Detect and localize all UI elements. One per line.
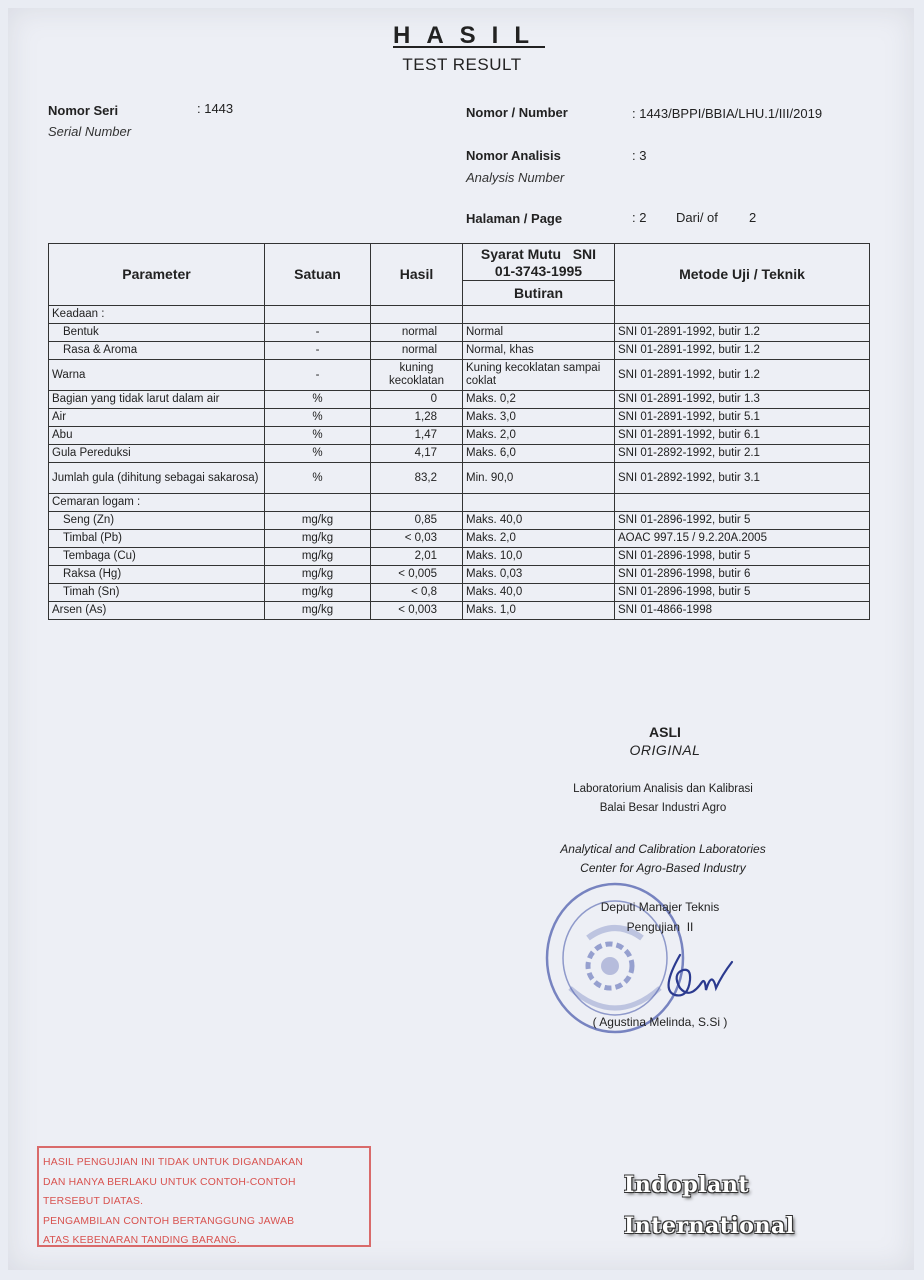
cell-requirement: Maks. 10,0	[463, 548, 615, 566]
cell-parameter: Timah (Sn)	[49, 584, 265, 602]
header-quality-line1: Syarat Mutu SNI	[480, 246, 597, 262]
header-unit: Satuan	[265, 244, 371, 306]
notice-line: DAN HANYA BERLAKU UNTUK CONTOH-CONTOH	[43, 1176, 296, 1188]
notice-line: HASIL PENGUJIAN INI TIDAK UNTUK DIGANDAKAN	[43, 1157, 304, 1168]
cell-method: SNI 01-2896-1998, butir 5	[615, 548, 870, 566]
page-label: Halaman / Page	[466, 211, 563, 226]
lab-name-id-1: Laboratorium Analisis dan Kalibrasi	[573, 783, 753, 795]
document-subtitle: TEST RESULT	[402, 55, 522, 74]
cell-requirement	[463, 306, 615, 324]
cell-requirement: Min. 90,0	[463, 463, 615, 494]
document-paper	[8, 8, 914, 1270]
number-label: Nomor / Number	[466, 105, 568, 120]
cell-unit: %	[265, 427, 371, 445]
cell-unit	[265, 494, 371, 512]
analysis-label: Nomor Analisis	[466, 148, 561, 163]
signatory-position-2: Pengujian II	[626, 920, 694, 934]
header-parameter: Parameter	[49, 244, 265, 306]
cell-result: 1,28	[371, 409, 463, 427]
cell-unit	[265, 306, 371, 324]
cell-requirement: Maks. 0,03	[463, 566, 615, 584]
cell-result: 0	[371, 391, 463, 409]
cell-result: 1,47	[371, 427, 463, 445]
cell-unit: %	[265, 391, 371, 409]
lab-name-id-2: Balai Besar Industri Agro	[599, 802, 727, 814]
cell-method: AOAC 997.15 / 9.2.20A.2005	[615, 530, 870, 548]
notice-line: PENGAMBILAN CONTOH BERTANGGUNG JAWAB	[43, 1215, 295, 1227]
number-value: : 1443/BPPI/BBIA/LHU.1/III/2019	[632, 106, 823, 121]
cell-requirement: Normal, khas	[463, 342, 615, 360]
table-row	[49, 409, 870, 427]
cell-parameter: Timbal (Pb)	[49, 530, 265, 548]
lab-name-en-1: Analytical and Calibration Laboratories	[560, 842, 766, 856]
cell-result: < 0,03	[371, 530, 463, 548]
cell-requirement: Kuning kecoklatan sampai coklat	[463, 360, 615, 391]
cell-result: kuning kecoklatan	[371, 360, 463, 391]
cell-method: SNI 01-2892-1992, butir 3.1	[615, 463, 870, 494]
table-row	[49, 566, 870, 584]
table-row	[49, 530, 870, 548]
cell-requirement: Maks. 6,0	[463, 445, 615, 463]
watermark-line-2: International	[624, 1213, 795, 1239]
table-row	[49, 512, 870, 530]
table-row	[49, 342, 870, 360]
cell-method: SNI 01-4866-1998	[615, 602, 870, 620]
cell-requirement: Maks. 0,2	[463, 391, 615, 409]
cell-method: SNI 01-2891-1992, butir 6.1	[615, 427, 870, 445]
results-table	[48, 243, 870, 620]
table-row	[49, 306, 870, 324]
cell-result	[371, 494, 463, 512]
cell-unit: -	[265, 324, 371, 342]
cell-result: < 0,003	[371, 602, 463, 620]
document-title: HASIL	[393, 22, 545, 49]
cell-requirement: Normal	[463, 324, 615, 342]
header-quality-sub: Butiran	[463, 281, 615, 306]
cell-parameter: Arsen (As)	[49, 602, 265, 620]
signatory-position-1: Deputi Manajer Teknis	[600, 900, 720, 914]
header-result: Hasil	[371, 244, 463, 306]
cell-parameter: Cemaran logam :	[49, 494, 265, 512]
cell-unit: -	[265, 342, 371, 360]
analysis-label-en: Analysis Number	[466, 170, 565, 185]
cell-parameter: Gula Pereduksi	[49, 445, 265, 463]
cell-method: SNI 01-2896-1998, butir 6	[615, 566, 870, 584]
cell-method: SNI 01-2891-1992, butir 1.3	[615, 391, 870, 409]
table-row	[49, 602, 870, 620]
cell-result: < 0,005	[371, 566, 463, 584]
cell-result: 83,2	[371, 463, 463, 494]
validity-notice	[37, 1146, 371, 1247]
serial-label: Nomor Seri	[48, 103, 119, 118]
cell-unit: mg/kg	[265, 602, 371, 620]
lab-name-en-2: Center for Agro-Based Industry	[580, 861, 746, 875]
table-row	[49, 391, 870, 409]
cell-unit: %	[265, 409, 371, 427]
cell-parameter: Keadaan :	[49, 306, 265, 324]
cell-result: normal	[371, 342, 463, 360]
cell-unit: mg/kg	[265, 512, 371, 530]
header-method: Metode Uji / Teknik	[615, 244, 870, 306]
cell-unit: mg/kg	[265, 548, 371, 566]
cell-method	[615, 306, 870, 324]
cell-result: normal	[371, 324, 463, 342]
cell-method: SNI 01-2896-1992, butir 5	[615, 512, 870, 530]
cell-parameter: Air	[49, 409, 265, 427]
table-row	[49, 445, 870, 463]
header-quality-standard	[463, 244, 615, 281]
original-label: ASLI	[649, 724, 681, 740]
cell-unit: mg/kg	[265, 566, 371, 584]
table-row	[49, 584, 870, 602]
table-row	[49, 324, 870, 342]
cell-parameter: Abu	[49, 427, 265, 445]
table-row	[49, 360, 870, 391]
notice-line: TERSEBUT DIATAS.	[43, 1196, 144, 1207]
signatory-name: ( Agustina Melinda, S.Si )	[592, 1015, 728, 1029]
notice-line: ATAS KEBENARAN TANDING BARANG.	[43, 1235, 240, 1246]
cell-method: SNI 01-2892-1992, butir 2.1	[615, 445, 870, 463]
cell-parameter: Bagian yang tidak larut dalam air	[49, 391, 265, 409]
analysis-value: : 3	[632, 148, 647, 163]
page-value: : 2	[632, 210, 647, 225]
cell-method: SNI 01-2891-1992, butir 1.2	[615, 324, 870, 342]
serial-label-en: Serial Number	[48, 124, 132, 139]
cell-unit: mg/kg	[265, 584, 371, 602]
original-label-en: ORIGINAL	[629, 742, 701, 758]
cell-method: SNI 01-2896-1998, butir 5	[615, 584, 870, 602]
cell-parameter: Tembaga (Cu)	[49, 548, 265, 566]
table-row	[49, 463, 870, 494]
cell-method: SNI 01-2891-1992, butir 5.1	[615, 409, 870, 427]
cell-requirement: Maks. 2,0	[463, 427, 615, 445]
cell-unit: %	[265, 463, 371, 494]
cell-method: SNI 01-2891-1992, butir 1.2	[615, 342, 870, 360]
cell-requirement: Maks. 3,0	[463, 409, 615, 427]
handwritten-signature	[650, 950, 740, 1010]
cell-method: SNI 01-2891-1992, butir 1.2	[615, 360, 870, 391]
cell-parameter: Seng (Zn)	[49, 512, 265, 530]
cell-unit: %	[265, 445, 371, 463]
table-row	[49, 494, 870, 512]
page-of-label: Dari/ of	[676, 210, 718, 225]
cell-parameter: Warna	[49, 360, 265, 391]
cell-requirement: Maks. 2,0	[463, 530, 615, 548]
cell-parameter: Raksa (Hg)	[49, 566, 265, 584]
table-row	[49, 427, 870, 445]
cell-parameter: Bentuk	[49, 324, 265, 342]
cell-requirement	[463, 494, 615, 512]
table-body	[49, 306, 870, 620]
cell-requirement: Maks. 1,0	[463, 602, 615, 620]
serial-value: : 1443	[197, 101, 234, 116]
cell-requirement: Maks. 40,0	[463, 512, 615, 530]
page-total: 2	[749, 210, 757, 225]
cell-requirement: Maks. 40,0	[463, 584, 615, 602]
cell-unit: -	[265, 360, 371, 391]
cell-parameter: Jumlah gula (dihitung sebagai sakarosa)	[49, 463, 265, 494]
watermark-line-1: Indoplant	[624, 1172, 749, 1198]
cell-parameter: Rasa & Aroma	[49, 342, 265, 360]
cell-result: 2,01	[371, 548, 463, 566]
cell-result: 4,17	[371, 445, 463, 463]
cell-result: 0,85	[371, 512, 463, 530]
cell-method	[615, 494, 870, 512]
cell-result: < 0,8	[371, 584, 463, 602]
cell-result	[371, 306, 463, 324]
table-row	[49, 548, 870, 566]
cell-unit: mg/kg	[265, 530, 371, 548]
header-quality-line2: 01-3743-1995	[494, 263, 583, 279]
